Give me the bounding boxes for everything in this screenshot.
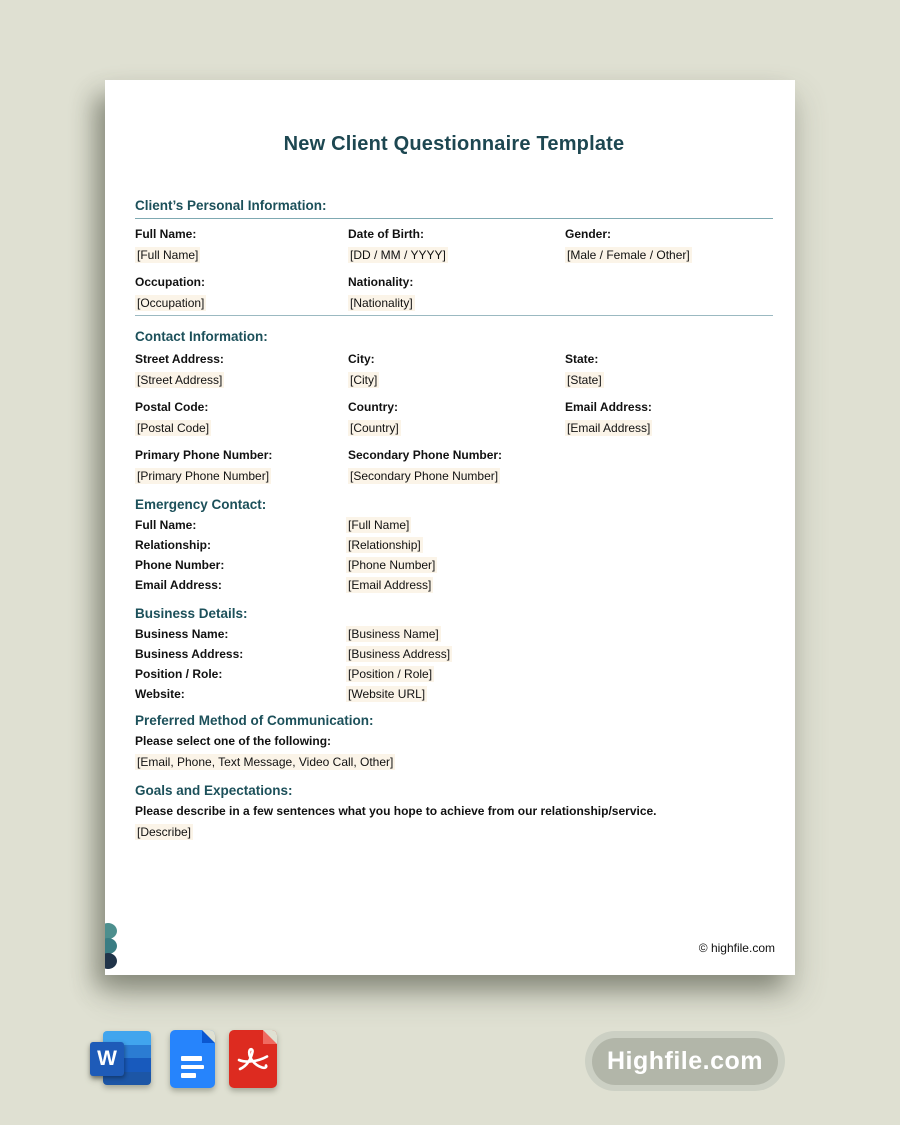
field-value xyxy=(346,687,427,701)
acrobat-mark-icon xyxy=(236,1045,270,1075)
field-placeholder: [Nationality] xyxy=(350,296,413,310)
field-value xyxy=(346,558,437,572)
field-placeholder: [Business Address] xyxy=(348,647,451,661)
field-placeholder: [Street Address] xyxy=(137,373,223,387)
microsoft-word-icon[interactable] xyxy=(90,1030,152,1087)
form-field xyxy=(135,448,348,483)
field-label: Nationality: xyxy=(348,275,414,289)
field-value xyxy=(565,248,773,262)
form-field xyxy=(135,227,348,262)
field-row xyxy=(135,275,773,310)
field-value xyxy=(135,469,348,483)
field-value xyxy=(565,421,773,435)
section-heading-communication: Preferred Method of Communication: xyxy=(135,713,374,728)
field-label: Relationship: xyxy=(135,538,212,552)
docs-fold xyxy=(202,1030,215,1043)
field-label: Business Address: xyxy=(135,647,244,661)
field-value xyxy=(135,373,348,387)
form-field-empty xyxy=(565,448,773,483)
field-placeholder: [Phone Number] xyxy=(348,558,436,572)
section-heading-business: Business Details: xyxy=(135,606,248,621)
field-label: Email Address: xyxy=(135,578,222,592)
form-field xyxy=(348,448,565,483)
form-field xyxy=(135,558,773,572)
field-value xyxy=(135,248,348,262)
field-label: Gender: xyxy=(565,227,612,241)
field-label: Occupation: xyxy=(135,275,206,289)
section-personal xyxy=(135,227,773,316)
form-field xyxy=(135,400,348,435)
field-placeholder: [Email Address] xyxy=(348,578,432,592)
field-label: State: xyxy=(565,352,599,366)
form-field xyxy=(135,667,773,681)
field-value xyxy=(348,373,565,387)
field-row xyxy=(135,227,773,262)
field-placeholder: [Occupation] xyxy=(137,296,205,310)
field-placeholder: [Secondary Phone Number] xyxy=(350,469,499,483)
logo-dot xyxy=(105,938,117,954)
field-value xyxy=(346,627,441,641)
field-row xyxy=(135,448,773,483)
form-field xyxy=(348,400,565,435)
field-placeholder: [City] xyxy=(350,373,378,387)
form-field xyxy=(135,538,773,552)
field-label: Business Name: xyxy=(135,627,229,641)
field-value xyxy=(348,248,565,262)
section-heading-contact: Contact Information: xyxy=(135,329,268,344)
field-value xyxy=(348,469,565,483)
pdf-fold xyxy=(263,1030,277,1044)
field-placeholder: [Website URL] xyxy=(348,687,426,701)
form-field xyxy=(565,227,773,262)
form-field xyxy=(135,578,773,592)
field-value xyxy=(348,296,565,310)
page-title: New Client Questionnaire Template xyxy=(283,133,625,155)
field-row xyxy=(135,352,773,387)
field-placeholder: [Male / Female / Other] xyxy=(567,248,690,262)
form-field xyxy=(565,352,773,387)
section-heading-goals: Goals and Expectations: xyxy=(135,783,293,798)
document-page xyxy=(105,80,795,975)
section-heading-emergency: Emergency Contact: xyxy=(135,497,267,512)
field-placeholder: [Business Name] xyxy=(348,627,439,641)
field-value xyxy=(346,667,434,681)
word-letter: W xyxy=(90,1042,124,1076)
adobe-pdf-icon[interactable] xyxy=(229,1030,277,1088)
field-label: Country: xyxy=(348,400,398,414)
field-label: City: xyxy=(348,352,375,366)
field-placeholder: [Email Address] xyxy=(567,421,651,435)
form-field xyxy=(135,518,773,532)
field-placeholder: [Country] xyxy=(350,421,399,435)
communication-prompt: Please select one of the following: xyxy=(135,734,332,748)
highfile-button-label: Highfile.com xyxy=(592,1038,778,1085)
goals-prompt: Please describe in a few sentences what you hope to achieve from our relationship/service. xyxy=(135,804,657,818)
field-label: Postal Code: xyxy=(135,400,209,414)
field-placeholder: [Primary Phone Number] xyxy=(137,469,270,483)
field-label: Date of Birth: xyxy=(348,227,424,241)
form-field xyxy=(135,352,348,387)
field-placeholder: [Describe] xyxy=(137,825,192,839)
docs-text-line xyxy=(181,1073,196,1078)
form-field xyxy=(135,275,348,310)
copyright-text: © highfile.com xyxy=(698,941,775,955)
field-placeholder: [Position / Role] xyxy=(348,667,433,681)
highfile-logo-icon xyxy=(105,923,123,969)
form-field xyxy=(135,687,773,701)
field-placeholder: [Postal Code] xyxy=(137,421,210,435)
field-label: Full Name: xyxy=(135,518,197,532)
field-placeholder: [DD / MM / YYYY] xyxy=(350,248,446,262)
docs-text-line xyxy=(181,1065,204,1070)
field-value xyxy=(135,296,348,310)
field-label: Secondary Phone Number: xyxy=(348,448,503,462)
field-placeholder: [Full Name] xyxy=(348,518,410,532)
docs-text-line xyxy=(181,1056,202,1061)
field-placeholder: [State] xyxy=(567,373,602,387)
form-field xyxy=(135,647,773,661)
highfile-button[interactable] xyxy=(585,1031,785,1091)
field-value xyxy=(135,755,773,769)
section-contact xyxy=(135,352,773,483)
field-label: Street Address: xyxy=(135,352,224,366)
field-placeholder: [Full Name] xyxy=(137,248,199,262)
section-business xyxy=(135,627,773,701)
form-field xyxy=(565,400,773,435)
field-label: Primary Phone Number: xyxy=(135,448,273,462)
field-label: Website: xyxy=(135,687,185,701)
google-docs-icon[interactable] xyxy=(170,1030,215,1088)
logo-dot xyxy=(105,953,117,969)
field-label: Position / Role: xyxy=(135,667,223,681)
field-placeholder: [Relationship] xyxy=(348,538,421,552)
field-value xyxy=(346,538,423,552)
field-value xyxy=(348,421,565,435)
logo-dot xyxy=(105,923,117,939)
form-field xyxy=(348,227,565,262)
form-field xyxy=(348,275,565,310)
field-value xyxy=(565,373,773,387)
section-heading-personal: Client’s Personal Information: xyxy=(135,198,773,219)
field-value xyxy=(346,647,452,661)
field-label: Email Address: xyxy=(565,400,652,414)
field-value xyxy=(346,578,433,592)
field-value xyxy=(346,518,411,532)
form-field xyxy=(348,352,565,387)
section-emergency xyxy=(135,518,773,592)
form-field-empty xyxy=(565,275,773,310)
field-value xyxy=(135,825,773,839)
field-placeholder: [Email, Phone, Text Message, Video Call, Other] xyxy=(137,755,394,769)
field-label: Phone Number: xyxy=(135,558,225,572)
field-label: Full Name: xyxy=(135,227,197,241)
field-row xyxy=(135,400,773,435)
form-field xyxy=(135,627,773,641)
field-value xyxy=(135,421,348,435)
